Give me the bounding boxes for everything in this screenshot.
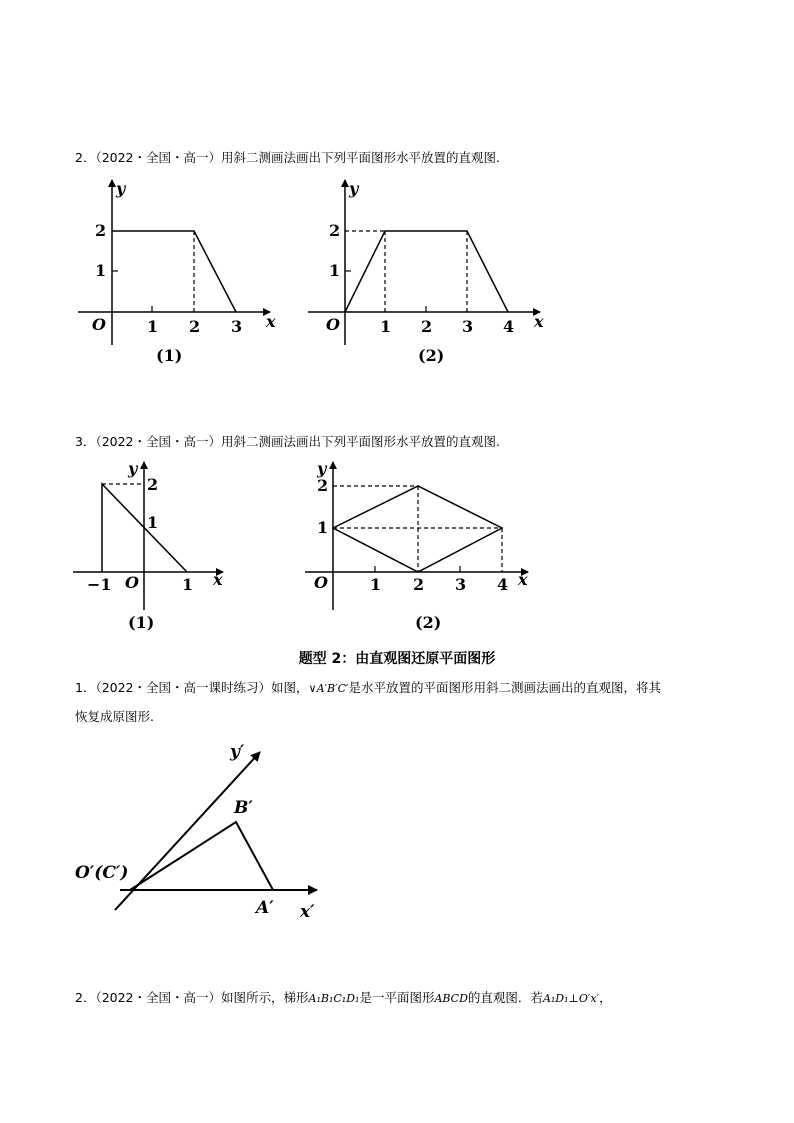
origin-label: O (314, 573, 328, 592)
question-source: （2022・全国・高一） (95, 990, 222, 1005)
question-number: 2． (75, 150, 96, 165)
question-1-line-2: 恢复成原图形. (75, 709, 154, 724)
perpendicular-condition: A₁D₁⊥O′x′ (542, 992, 600, 1005)
x-tick-label-3: 3 (462, 317, 474, 336)
figure-2-2 (308, 175, 558, 375)
triangle-outline (130, 822, 273, 890)
origin-prime-label: O′(C′) (75, 863, 129, 883)
question-text: 用斜二测画法画出下列平面图形水平放置的直观图. (221, 150, 500, 165)
question-2b-line (75, 988, 612, 1006)
figure-caption: (1) (128, 613, 155, 632)
x-tick-label-neg1: −1 (87, 575, 112, 594)
question-number: 1． (75, 680, 96, 695)
x-tick-label-1: 1 (147, 317, 159, 336)
question-text-c: 的直观图．若 (467, 990, 543, 1005)
abcd-label: ABCD (434, 992, 468, 1005)
trapezoid-label: A₁B₁C₁D₁ (308, 992, 360, 1005)
oblique-triangle-figure (70, 735, 350, 925)
x-tick-label-1: 1 (380, 317, 392, 336)
b-prime-label: B′ (234, 798, 253, 818)
y-tick-label-2: 2 (95, 221, 107, 240)
y-axis-label: y (349, 179, 359, 198)
a-prime-label: A′ (256, 898, 274, 918)
y-tick-label-1: 1 (147, 513, 159, 532)
x-tick-label-2: 2 (189, 317, 201, 336)
question-text-a: 如图所示，梯形 (221, 990, 309, 1005)
question-number: 2． (75, 990, 96, 1005)
question-3-line (75, 432, 500, 450)
x-axis-label: x (518, 570, 528, 589)
question-number: 3． (75, 434, 96, 449)
x-tick-label-3: 3 (455, 575, 467, 594)
origin-label: O (125, 573, 139, 592)
y-tick-label-1: 1 (95, 261, 107, 280)
x-axis-label: x (266, 312, 276, 331)
x-tick-label-1: 1 (182, 575, 194, 594)
figure-caption: (1) (156, 346, 183, 365)
section-title: 题型 2：由直观图还原平面图形 (298, 651, 496, 667)
y-tick-label-1: 1 (317, 518, 329, 537)
y-tick-label-2: 2 (147, 475, 159, 494)
question-1-line-1 (75, 678, 661, 696)
x-tick-label-4: 4 (497, 575, 509, 594)
figure-caption: (2) (415, 613, 442, 632)
origin-label: O (92, 315, 106, 334)
y-tick-label-2: 2 (317, 476, 329, 495)
question-source: （2022・全国・高一课时练习） (95, 680, 272, 695)
question-text: 用斜二测画法画出下列平面图形水平放置的直观图. (221, 434, 500, 449)
x-tick-label-1: 1 (370, 575, 382, 594)
x-axis-label: x (213, 570, 223, 589)
triangle-label: ∨A′B′C′ (308, 682, 349, 695)
shape-outline (345, 231, 508, 312)
question-source: （2022・全国・高一） (95, 434, 222, 449)
y-prime-label: y′ (230, 742, 245, 762)
y-axis-label: y (128, 459, 138, 478)
y-axis-label: y (116, 179, 126, 198)
y-axis-label: y (317, 459, 327, 478)
question-2-line (75, 148, 500, 166)
figure-3-1 (70, 458, 230, 638)
x-tick-label-3: 3 (231, 317, 243, 336)
question-text-d: ， (599, 990, 612, 1005)
figure-caption: (2) (418, 346, 445, 365)
y-tick-label-1: 1 (329, 261, 341, 280)
x-axis-label: x (534, 312, 544, 331)
x-prime-label: x′ (300, 902, 315, 922)
x-tick-label-2: 2 (421, 317, 433, 336)
x-tick-label-4: 4 (503, 317, 515, 336)
figure-2-1 (70, 175, 290, 375)
question-text-a: 如图， (271, 680, 309, 695)
question-source: （2022・全国・高一） (95, 150, 222, 165)
shape-outline (112, 231, 236, 312)
figure-3-2 (300, 458, 540, 638)
y-tick-label-2: 2 (329, 221, 341, 240)
x-tick-label-2: 2 (413, 575, 425, 594)
question-text-b: 是一平面图形 (359, 990, 435, 1005)
origin-label: O (326, 315, 340, 334)
question-text-b: 是水平放置的平面图形用斜二测画法画出的直观图，将其 (348, 680, 662, 695)
